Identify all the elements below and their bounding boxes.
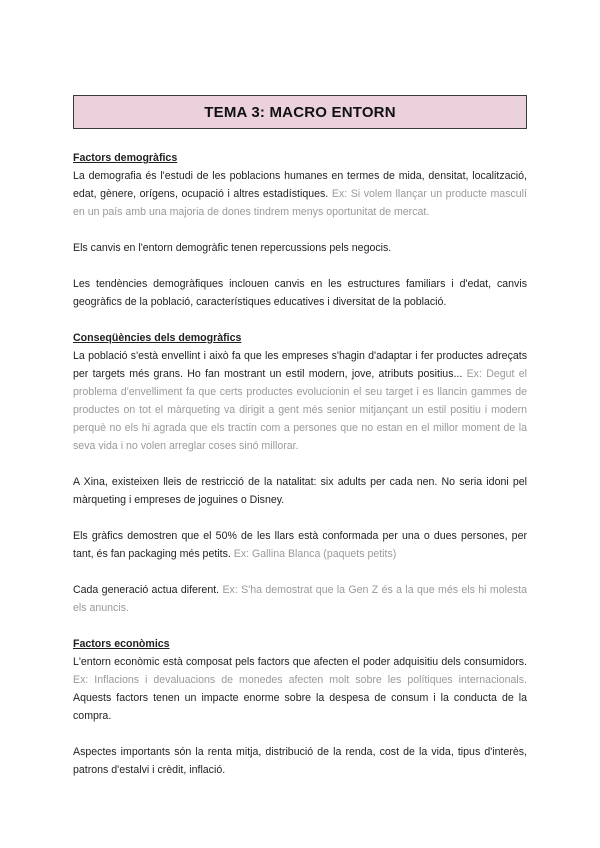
example-text: Ex: Si volem llançar un producte masculí en un país amb una majoria de dones tindrem menys oportunitat de mercat. <box>73 188 527 218</box>
paragraph <box>73 347 527 455</box>
paragraph-text: A Xina, existeixen lleis de restricció de la natalitat: six adults per cada nen. No seria idoni pel màrqueting i empreses de joguines o Disney. <box>73 476 527 506</box>
paragraph <box>73 653 527 725</box>
section-heading: Factors demogràfics <box>73 152 178 164</box>
paragraph-text: Cada generació actua diferent. <box>73 584 220 596</box>
example-text: Ex: S'ha demostrat que la Gen Z és a la que més els hi molesta els anuncis. <box>73 584 527 614</box>
paragraph <box>73 275 527 311</box>
title-box <box>73 95 527 129</box>
paragraph <box>73 239 527 257</box>
paragraph-text: Les tendències demogràfiques inclouen canvis en les estructures familiars i d'edat, canvis geogràfics de la població, característiques educatives i diversitat de la població. <box>73 278 527 308</box>
document-body <box>73 149 527 779</box>
section-consequencies-demografics <box>73 329 527 617</box>
paragraph <box>73 167 527 221</box>
paragraph-text: La població s'està envellint i això fa que les empreses s'hagin d'adaptar i fer productes adreçats per targets més grans. Ho fan mostrant un estil modern, jove, atributs positius... <box>73 350 527 380</box>
paragraph-text: Aspectes importants són la renta mitja, distribució de la renda, cost de la vida, tipus d'interès, patrons d'estalvi i crèdit, inflació. <box>73 746 527 776</box>
paragraph <box>73 527 527 563</box>
paragraph-text: L'entorn econòmic està composat pels factors que afecten el poder adquisitiu dels consumidors. <box>73 656 527 668</box>
paragraph-text: La demografia és l'estudi de les poblacions humanes en termes de mida, densitat, localització, edat, gènere, orígens, ocupació i altres estadístiques. <box>73 170 527 200</box>
paragraph-text: Els gràfics demostren que el 50% de les llars està conformada per una o dues persones, per tant, és fan packaging més petits. <box>73 530 527 560</box>
document-page <box>73 95 527 779</box>
section-factors-economics <box>73 635 527 779</box>
example-text: Ex: Gallina Blanca (paquets petits) <box>233 548 397 560</box>
paragraph <box>73 743 527 779</box>
page-title: TEMA 3: MACRO ENTORN <box>204 103 396 121</box>
section-factors-demografics <box>73 149 527 311</box>
section-heading: Conseqüències dels demogràfics <box>73 332 242 344</box>
paragraph-text: Els canvis en l'entorn demogràfic tenen repercussions pels negocis. <box>73 242 392 254</box>
paragraph <box>73 581 527 617</box>
paragraph-text: Aquests factors tenen un impacte enorme sobre la despesa de consum i la conducta de la compra. <box>73 692 527 722</box>
example-text: Ex: Inflacions i devaluacions de monedes afecten molt sobre les polítiques internacionals. <box>73 674 527 686</box>
section-heading: Factors econòmics <box>73 638 170 650</box>
paragraph <box>73 473 527 509</box>
example-text: Ex: Degut el problema d'envelliment fa que certs productes evolucionin el seu target i es llancin gammes de productes on tot el màrqueting va dirigit a gent més senior mitjançant un estil positiu i modern perquè no els hi agrada que els tractin com a persones que no estan en el millor moment de la seva vida i no volen arreglar coses sinó millorar. <box>73 368 527 452</box>
